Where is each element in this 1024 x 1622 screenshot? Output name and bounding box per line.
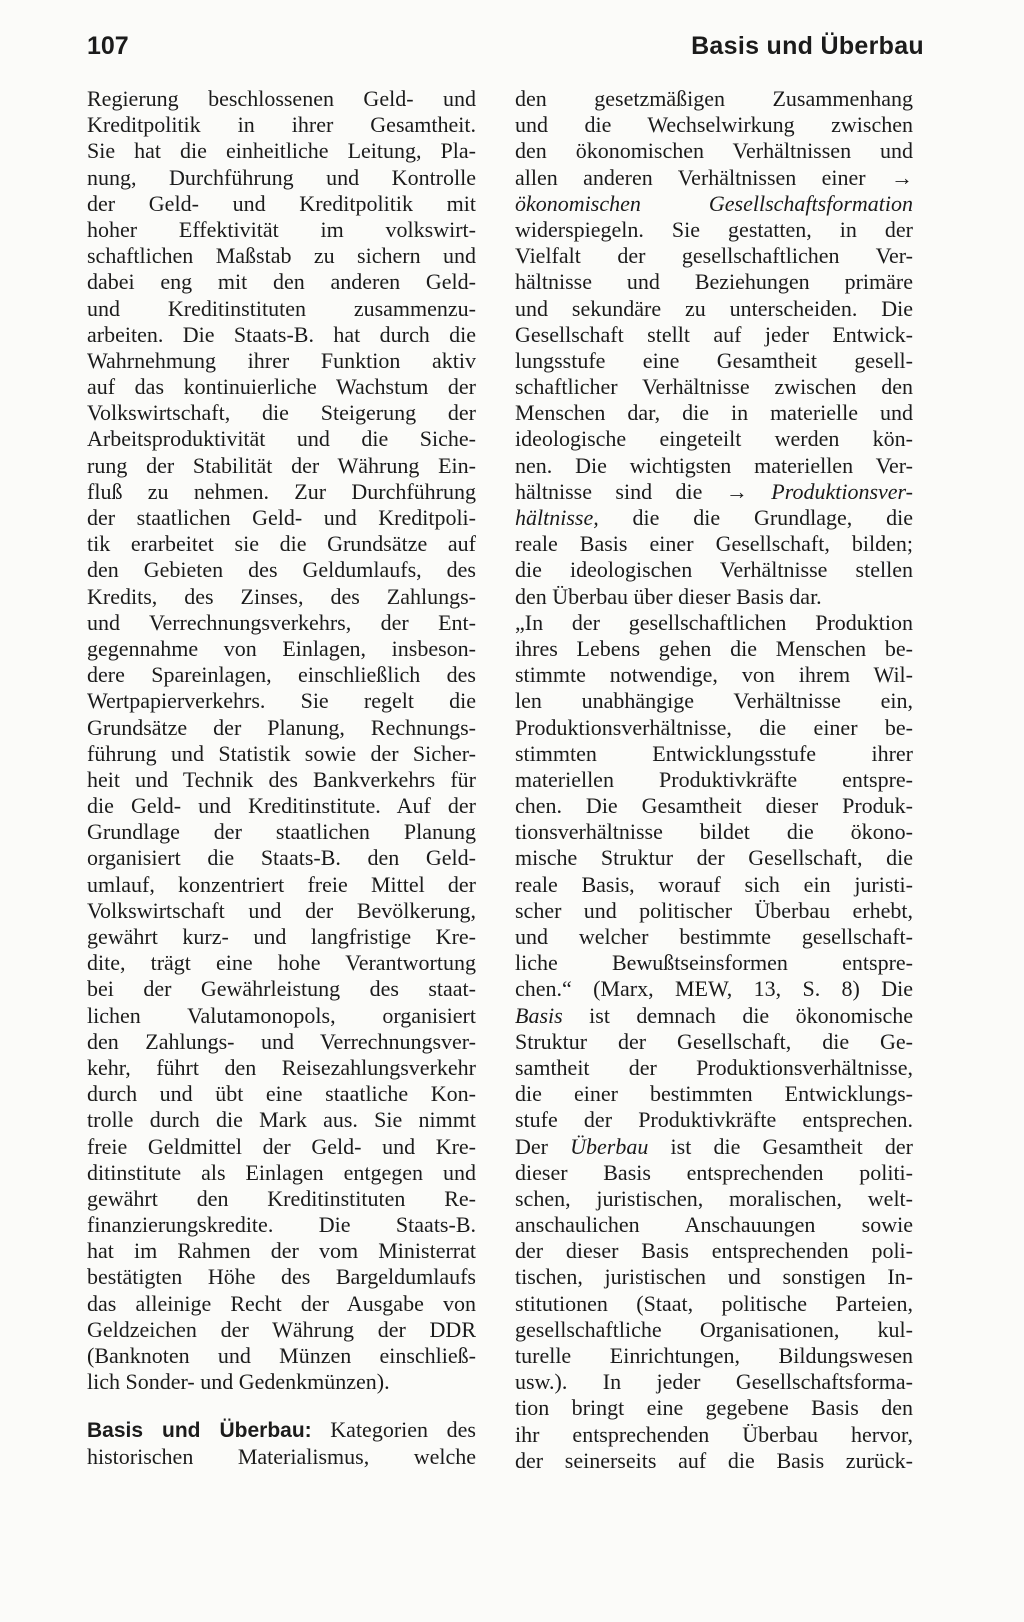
text-segment: heit und Technik des Bankverkehrs für <box>87 766 476 792</box>
text-line <box>515 269 913 295</box>
text-segment: Der <box>515 1133 571 1159</box>
text-line <box>87 243 476 269</box>
text-segment: den Zahlungs- und Verrechnungsver- <box>87 1028 476 1054</box>
text-segment: (Banknoten und Münzen einschließ- <box>87 1343 476 1368</box>
text-segment: das alleinige Recht der Ausgabe von <box>87 1290 476 1316</box>
text-line <box>87 1029 476 1055</box>
text-segment: ideologische eingeteilt werden kön- <box>515 426 913 452</box>
text-line <box>87 1055 476 1081</box>
text-line <box>87 1003 476 1029</box>
text-line <box>515 426 913 452</box>
text-line <box>87 86 476 112</box>
text-segment: hältnisse sind die → <box>515 478 772 504</box>
text-line <box>515 767 913 793</box>
text-line <box>515 1369 913 1395</box>
text-segment: Volkswirtschaft und der Bevölkerung, <box>87 897 476 923</box>
text-line <box>515 505 913 531</box>
text-segment: die einer bestimmten Entwicklungs- <box>515 1081 913 1107</box>
text-line <box>515 1343 913 1369</box>
text-segment: materiellen Produktivkräfte entspre- <box>515 766 913 792</box>
entry-heading: Basis und Überbau: <box>87 1419 312 1443</box>
text-segment: trolle durch die Mark aus. Sie nimmt <box>87 1107 476 1133</box>
text-segment: tik erarbeitet sie die Grundsätze auf <box>87 531 476 557</box>
text-line <box>87 400 476 426</box>
text-line <box>87 976 476 1002</box>
text-line <box>87 1186 476 1212</box>
text-line <box>87 1343 476 1369</box>
text-line <box>515 112 913 138</box>
text-segment: schaftlichen Maßstab zu sichern und <box>87 243 476 269</box>
text-segment: arbeiten. Die Staats-B. hat durch die <box>87 321 476 347</box>
text-segment: organisiert die Staats-B. den Geld- <box>87 845 476 871</box>
running-head: Basis und Überbau <box>691 32 924 60</box>
text-line <box>515 322 913 348</box>
text-line <box>87 662 476 688</box>
text-segment: Geldzeichen der Währung der DDR <box>87 1316 476 1342</box>
text-segment: und welcher bestimmte gesellschaft- <box>515 924 913 949</box>
text-line <box>515 1003 913 1029</box>
text-segment: Wahrnehmung ihrer Funktion aktiv <box>87 347 476 373</box>
text-segment: umlauf, konzentriert freie Mittel der <box>87 871 476 897</box>
text-segment: Regierung beschlossenen Geld- und <box>87 86 476 111</box>
text-segment: dabei eng mit den anderen Geld- <box>87 269 476 295</box>
text-line <box>515 950 913 976</box>
text-segment: Kategorien des <box>311 1417 476 1443</box>
text-line <box>515 1186 913 1212</box>
text-segment: ist die Gesamtheit der <box>648 1133 913 1159</box>
text-segment: hoher Effektivität im volkswirt- <box>87 216 476 242</box>
text-segment: hältnisse, <box>515 505 599 530</box>
text-segment: dere Spareinlagen, einschließlich des <box>87 662 476 688</box>
text-line <box>87 1417 476 1443</box>
text-segment: Sie hat die einheitliche Leitung, Pla- <box>87 138 476 164</box>
text-line <box>87 1134 476 1160</box>
text-segment: nen. Die wichtigsten materiellen Ver- <box>515 452 913 478</box>
text-segment: gesellschaftliche Organisationen, kul- <box>515 1316 913 1342</box>
text-line <box>515 1134 913 1160</box>
text-segment: stitutionen (Staat, politische Parteien, <box>515 1290 913 1316</box>
text-line <box>515 610 913 636</box>
text-segment: tischen, juristischen und sonstigen In- <box>515 1264 913 1290</box>
text-line <box>87 348 476 374</box>
text-segment: und Kreditinstituten zusammenzu- <box>87 295 476 321</box>
text-segment: bestätigten Höhe des Bargeldumlaufs <box>87 1264 476 1290</box>
text-segment: finanzierungskredite. Die Staats-B. <box>87 1212 476 1238</box>
text-line <box>87 1212 476 1238</box>
text-line <box>515 872 913 898</box>
text-line <box>515 1264 913 1290</box>
text-line <box>87 269 476 295</box>
text-segment: dite, trägt eine hohe Verantwortung <box>87 950 476 976</box>
text-segment: reale Basis einer Gesellschaft, bilden; <box>515 531 913 557</box>
text-segment: gegennahme von Einlagen, insbeson- <box>87 635 476 661</box>
text-segment: den Gebieten des Geldumlaufs, des <box>87 557 476 583</box>
text-segment: der Geld- und Kreditpolitik mit <box>87 190 476 216</box>
text-segment: und die Wechselwirkung zwischen <box>515 112 913 138</box>
text-line <box>87 584 476 610</box>
text-segment: nung, Durchführung und Kontrolle <box>87 164 476 190</box>
text-segment: den gesetzmäßigen Zusammenhang <box>515 86 913 111</box>
text-line <box>87 1107 476 1133</box>
text-segment: lich Sonder- und Gedenkmünzen). <box>87 1369 390 1395</box>
text-segment: stufe der Produktivkräfte entsprechen. <box>515 1107 913 1133</box>
text-line <box>515 348 913 374</box>
text-segment: Grundlage der staatlichen Planung <box>87 819 476 845</box>
text-segment: ihres Lebens gehen die Menschen be- <box>515 635 913 661</box>
text-segment: der seinerseits auf die Basis zurück- <box>515 1447 913 1473</box>
text-segment: Kredits, des Zinses, des Zahlungs- <box>87 583 476 609</box>
text-line <box>87 479 476 505</box>
text-line <box>515 924 913 950</box>
text-segment: allen anderen Verhältnissen einer → <box>515 164 913 190</box>
text-segment: tionsverhältnisse bildet die ökono- <box>515 819 913 845</box>
text-line <box>515 1317 913 1343</box>
text-line <box>515 165 913 191</box>
text-segment: den ökonomischen Verhältnissen und <box>515 138 913 164</box>
text-segment: dieser Basis entsprechenden politi- <box>515 1159 913 1185</box>
text-segment: fluß zu nehmen. Zur Durchführung <box>87 478 476 504</box>
text-segment: Wertpapierverkehrs. Sie regelt die <box>87 688 476 714</box>
text-line <box>87 715 476 741</box>
text-line <box>515 1448 913 1474</box>
text-line <box>515 898 913 924</box>
text-segment: stimmten Entwicklungsstufe ihrer <box>515 740 913 766</box>
text-line <box>515 715 913 741</box>
text-line <box>87 1160 476 1186</box>
text-segment: chen. Die Gesamtheit dieser Produk- <box>515 793 913 819</box>
text-line <box>515 1029 913 1055</box>
text-segment: widerspiegeln. Sie gestatten, in der <box>515 216 913 242</box>
text-line <box>87 165 476 191</box>
text-line <box>87 322 476 348</box>
text-line <box>87 138 476 164</box>
text-line <box>87 1291 476 1317</box>
text-segment: ditinstitute als Einlagen entgegen und <box>87 1159 476 1185</box>
text-line <box>515 1291 913 1317</box>
text-line <box>515 1422 913 1448</box>
text-segment: schen, juristischen, moralischen, welt- <box>515 1185 913 1211</box>
left-column <box>87 86 476 1470</box>
text-line <box>515 1160 913 1186</box>
text-segment: Grundsätze der Planung, Rechnungs- <box>87 714 476 740</box>
text-line <box>515 636 913 662</box>
text-line <box>515 1055 913 1081</box>
text-segment: kehr, führt den Reisezahlungsverkehr <box>87 1054 476 1080</box>
text-segment: „In der gesellschaftlichen Produktion <box>515 609 913 635</box>
text-segment: ökonomischen Gesellschaftsformation <box>515 190 913 216</box>
text-line <box>515 1081 913 1107</box>
text-line <box>515 819 913 845</box>
text-segment: ist demnach die ökonomische <box>562 1002 913 1028</box>
text-line <box>515 741 913 767</box>
text-line <box>515 138 913 164</box>
text-line <box>87 898 476 924</box>
text-segment: lichen Valutamonopols, organisiert <box>87 1002 476 1028</box>
text-segment: führung und Statistik sowie der Sicher- <box>87 740 476 766</box>
text-line <box>87 924 476 950</box>
text-line <box>87 845 476 871</box>
text-line <box>87 793 476 819</box>
text-segment: freie Geldmittel der Geld- und Kre- <box>87 1133 476 1159</box>
text-line <box>87 217 476 243</box>
text-line <box>515 1107 913 1133</box>
text-segment: Gesellschaft stellt auf jeder Entwick- <box>515 321 913 347</box>
text-line <box>515 845 913 871</box>
text-line <box>87 872 476 898</box>
text-segment: ihr entsprechenden Überbau hervor, <box>515 1421 913 1447</box>
text-segment: Menschen dar, die in materielle und <box>515 400 913 426</box>
text-line <box>515 1395 913 1421</box>
text-segment: chen.“ (Marx, MEW, 13, S. 8) Die <box>515 976 913 1002</box>
text-segment: der dieser Basis entsprechenden poli- <box>515 1238 913 1264</box>
text-line <box>515 400 913 426</box>
text-line <box>87 1369 476 1395</box>
text-segment: turelle Einrichtungen, Bildungswesen <box>515 1343 913 1368</box>
text-line <box>87 1081 476 1107</box>
text-segment: Vielfalt der gesellschaftlichen Ver- <box>515 243 913 269</box>
text-segment: liche Bewußtseinsformen entspre- <box>515 950 913 976</box>
text-segment: Produktionsverhältnisse, die einer be- <box>515 714 913 740</box>
text-segment: bei der Gewährleistung des staat- <box>87 976 476 1002</box>
text-line <box>515 557 913 583</box>
text-line <box>87 426 476 452</box>
text-line <box>87 610 476 636</box>
text-line <box>87 1317 476 1343</box>
text-line <box>87 688 476 714</box>
text-line <box>515 688 913 714</box>
text-segment: stimmte notwendige, von ihrem Wil- <box>515 662 913 688</box>
text-segment: Produktionsver- <box>771 478 913 504</box>
text-segment: schaftlicher Verhältnisse zwischen den <box>515 374 913 400</box>
text-segment: Struktur der Gesellschaft, die Ge- <box>515 1028 913 1054</box>
text-segment: Kreditpolitik in ihrer Gesamtheit. <box>87 112 476 138</box>
text-segment: gewährt kurz- und langfristige Kre- <box>87 924 476 949</box>
text-segment: reale Basis, worauf sich ein juristi- <box>515 871 913 897</box>
text-line <box>515 976 913 1002</box>
text-line <box>515 453 913 479</box>
text-segment: die die Grundlage, die <box>598 505 913 530</box>
text-line <box>87 950 476 976</box>
text-line <box>515 662 913 688</box>
text-line <box>87 374 476 400</box>
text-segment: Basis <box>515 1002 563 1028</box>
text-line <box>87 191 476 217</box>
text-line <box>515 1238 913 1264</box>
text-segment: usw.). In jeder Gesellschaftsforma- <box>515 1369 913 1395</box>
text-line <box>87 1444 476 1470</box>
paragraph-gap <box>87 1395 476 1417</box>
text-segment: die ideologischen Verhältnisse stellen <box>515 557 913 583</box>
text-line <box>87 296 476 322</box>
text-line <box>515 217 913 243</box>
text-line <box>87 453 476 479</box>
text-segment: die Geld- und Kreditinstitute. Auf der <box>87 793 476 819</box>
text-line <box>87 112 476 138</box>
text-line <box>87 531 476 557</box>
text-segment: und sekundäre zu unterscheiden. Die <box>515 295 913 321</box>
text-line <box>515 793 913 819</box>
text-segment: historischen Materialismus, welche <box>87 1443 476 1469</box>
text-segment: durch und übt eine staatliche Kon- <box>87 1081 476 1107</box>
text-segment: tion bringt eine gegebene Basis den <box>515 1395 913 1421</box>
text-segment: gewährt den Kreditinstituten Re- <box>87 1185 476 1211</box>
text-line <box>87 1238 476 1264</box>
text-segment: Volkswirtschaft, die Steigerung der <box>87 400 476 426</box>
text-line <box>515 479 913 505</box>
text-line <box>87 819 476 845</box>
text-line <box>515 531 913 557</box>
page-number: 107 <box>87 32 129 60</box>
text-line <box>515 1212 913 1238</box>
text-segment: auf das kontinuierliche Wachstum der <box>87 374 476 400</box>
text-segment: Arbeitsproduktivität und die Siche- <box>87 426 476 452</box>
text-segment: scher und politischer Überbau erhebt, <box>515 897 913 923</box>
text-segment: hältnisse und Beziehungen primäre <box>515 269 913 295</box>
text-line <box>87 767 476 793</box>
text-line <box>515 374 913 400</box>
text-line <box>87 636 476 662</box>
text-line <box>515 243 913 269</box>
text-line <box>515 296 913 322</box>
text-segment: hat im Rahmen der vom Ministerrat <box>87 1238 476 1264</box>
text-segment: samtheit der Produktionsverhältnisse, <box>515 1054 913 1080</box>
text-line <box>87 557 476 583</box>
text-line <box>87 1264 476 1290</box>
text-segment: len unabhängige Verhältnisse ein, <box>515 688 913 714</box>
text-line <box>515 86 913 112</box>
text-segment: den Überbau über dieser Basis dar. <box>515 583 822 609</box>
text-segment: der staatlichen Geld- und Kreditpoli- <box>87 505 476 530</box>
right-column <box>515 86 913 1474</box>
text-line <box>515 584 913 610</box>
text-segment: und Verrechnungsverkehrs, der Ent- <box>87 609 476 635</box>
text-segment: mische Struktur der Gesellschaft, die <box>515 845 913 871</box>
text-segment: lungsstufe eine Gesamtheit gesell- <box>515 347 913 373</box>
text-segment: Überbau <box>570 1133 649 1159</box>
text-segment: anschaulichen Anschauungen sowie <box>515 1212 913 1238</box>
text-line <box>87 505 476 531</box>
text-line <box>515 191 913 217</box>
text-segment: rung der Stabilität der Währung Ein- <box>87 452 476 478</box>
text-line <box>87 741 476 767</box>
